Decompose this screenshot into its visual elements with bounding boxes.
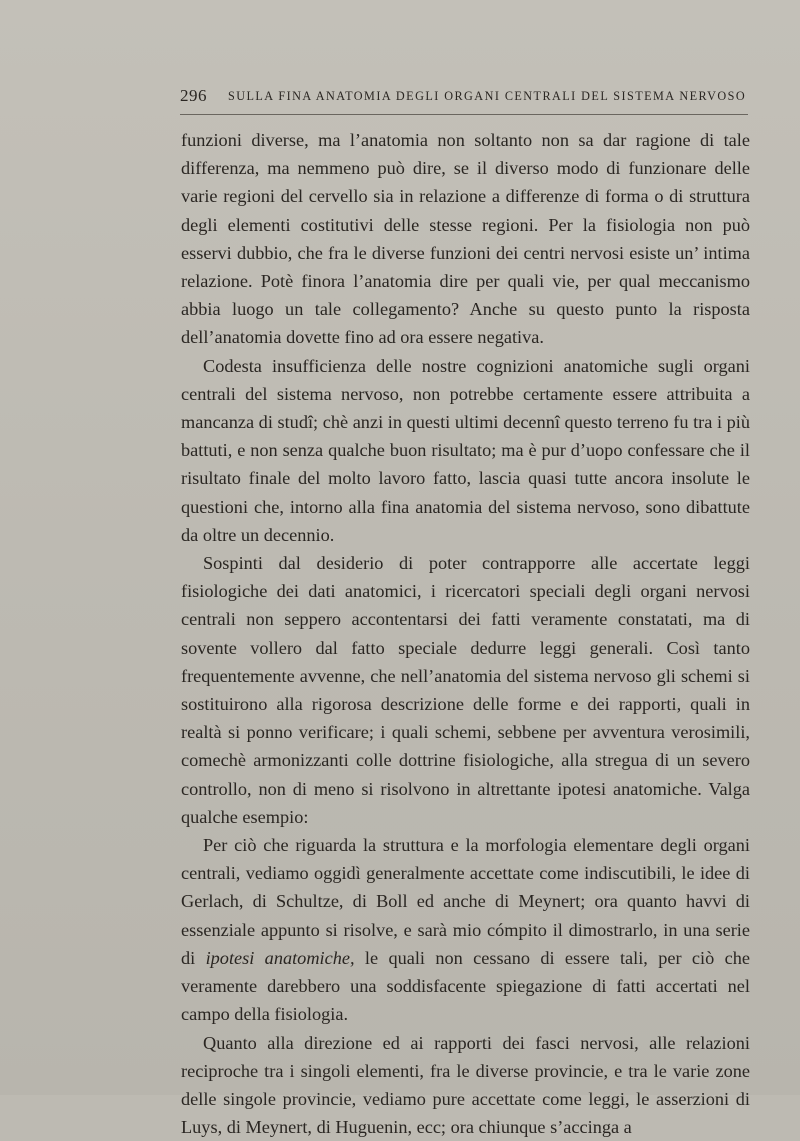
body-text	[181, 126, 750, 1141]
running-head: SULLA FINA ANATOMIA DEGLI ORGANI CENTRALI DEL SISTEMA NERVOSO	[228, 89, 746, 104]
paragraph-4-italic: ipotesi anatomiche,	[206, 948, 355, 968]
paragraph-5: Quanto alla direzione ed ai rapporti dei fasci nervosi, alle relazioni reciproche tra i singoli elementi, fra le diverse provincie, e tra le varie zone delle singole provincie, vediamo pure accettate come leggi, le asserzioni di Luys, di Meynert, di Huguenin, ecc; ora chiunque s’accinga a	[181, 1029, 750, 1141]
page-number: 296	[180, 86, 207, 106]
paragraph-1: funzioni diverse, ma l’anatomia non soltanto non sa dar ragione di tale differenza, ma nemmeno può dire, se il diverso modo di funzionare delle varie regioni del cervello sia in relazione a differenze di forma o di struttura degli elementi costitutivi delle stesse regioni. Per la fisiologia non può esservi dubbio, che fra le diverse funzioni dei centri nervosi esiste un’ intima relazione. Potè finora l’anatomia dire per quali vie, per qual meccanismo abbia luogo un tale collegamento? Anche su questo punto la risposta dell’anatomia dovette fino ad ora essere negativa.	[181, 126, 750, 352]
paragraph-2: Codesta insufficienza delle nostre cognizioni anatomiche sugli organi centrali del sistema nervoso, non potrebbe certamente essere attribuita a mancanza di studî; chè anzi in questi ultimi decennî questo terreno fu tra i più battuti, e non senza qualche buon risultato; ma è pur d’uopo confessare che il risultato finale del molto lavoro fatto, lascia quasi tutte ancora insolute le questioni che, intorno alla fina anatomia del sistema nervoso, sono dibattute da oltre un decennio.	[181, 352, 750, 549]
paragraph-4	[181, 831, 750, 1028]
paragraph-4-text-after: le quali non cessano di essere tali, per ciò che veramente darebbero una soddisfacente spiegazione di fatti accertati nel campo della fisiologia.	[181, 948, 750, 1024]
paragraph-3: Sospinti dal desiderio di poter contrapporre alle accertate leggi fisiologiche dei dati anatomici, i ricercatori speciali degli organi nervosi centrali non seppero accontentarsi dei fatti veramente constatati, ma di sovente vollero dal fatto speciale dedurre leggi generali. Così tanto frequentemente avvenne, che nell’anatomia del sistema nervoso gli schemi si sostituirono alla rigorosa descrizione delle forme e dei rapporti, quali in realtà si ponno verificare; i quali schemi, sebbene per avventura verosimili, comechè armonizzanti colle dottrine fisiologiche, alla stregua di un severo controllo, non di meno si risolvono in altrettante ipotesi anatomiche. Valga qualche esempio:	[181, 549, 750, 831]
paragraph-4-text-before: Per ciò che riguarda la struttura e la morfologia elementare degli organi centrali, vediamo oggidì generalmente accettate come indiscutibili, le idee di Gerlach, di Schultze, di Boll ed anche di Meynert; ora quanto havvi di essenziale appunto si risolve, e sarà mio cómpito il dimostrarlo, in una serie di	[181, 835, 750, 968]
header-rule	[180, 114, 748, 115]
page-header	[180, 86, 740, 110]
